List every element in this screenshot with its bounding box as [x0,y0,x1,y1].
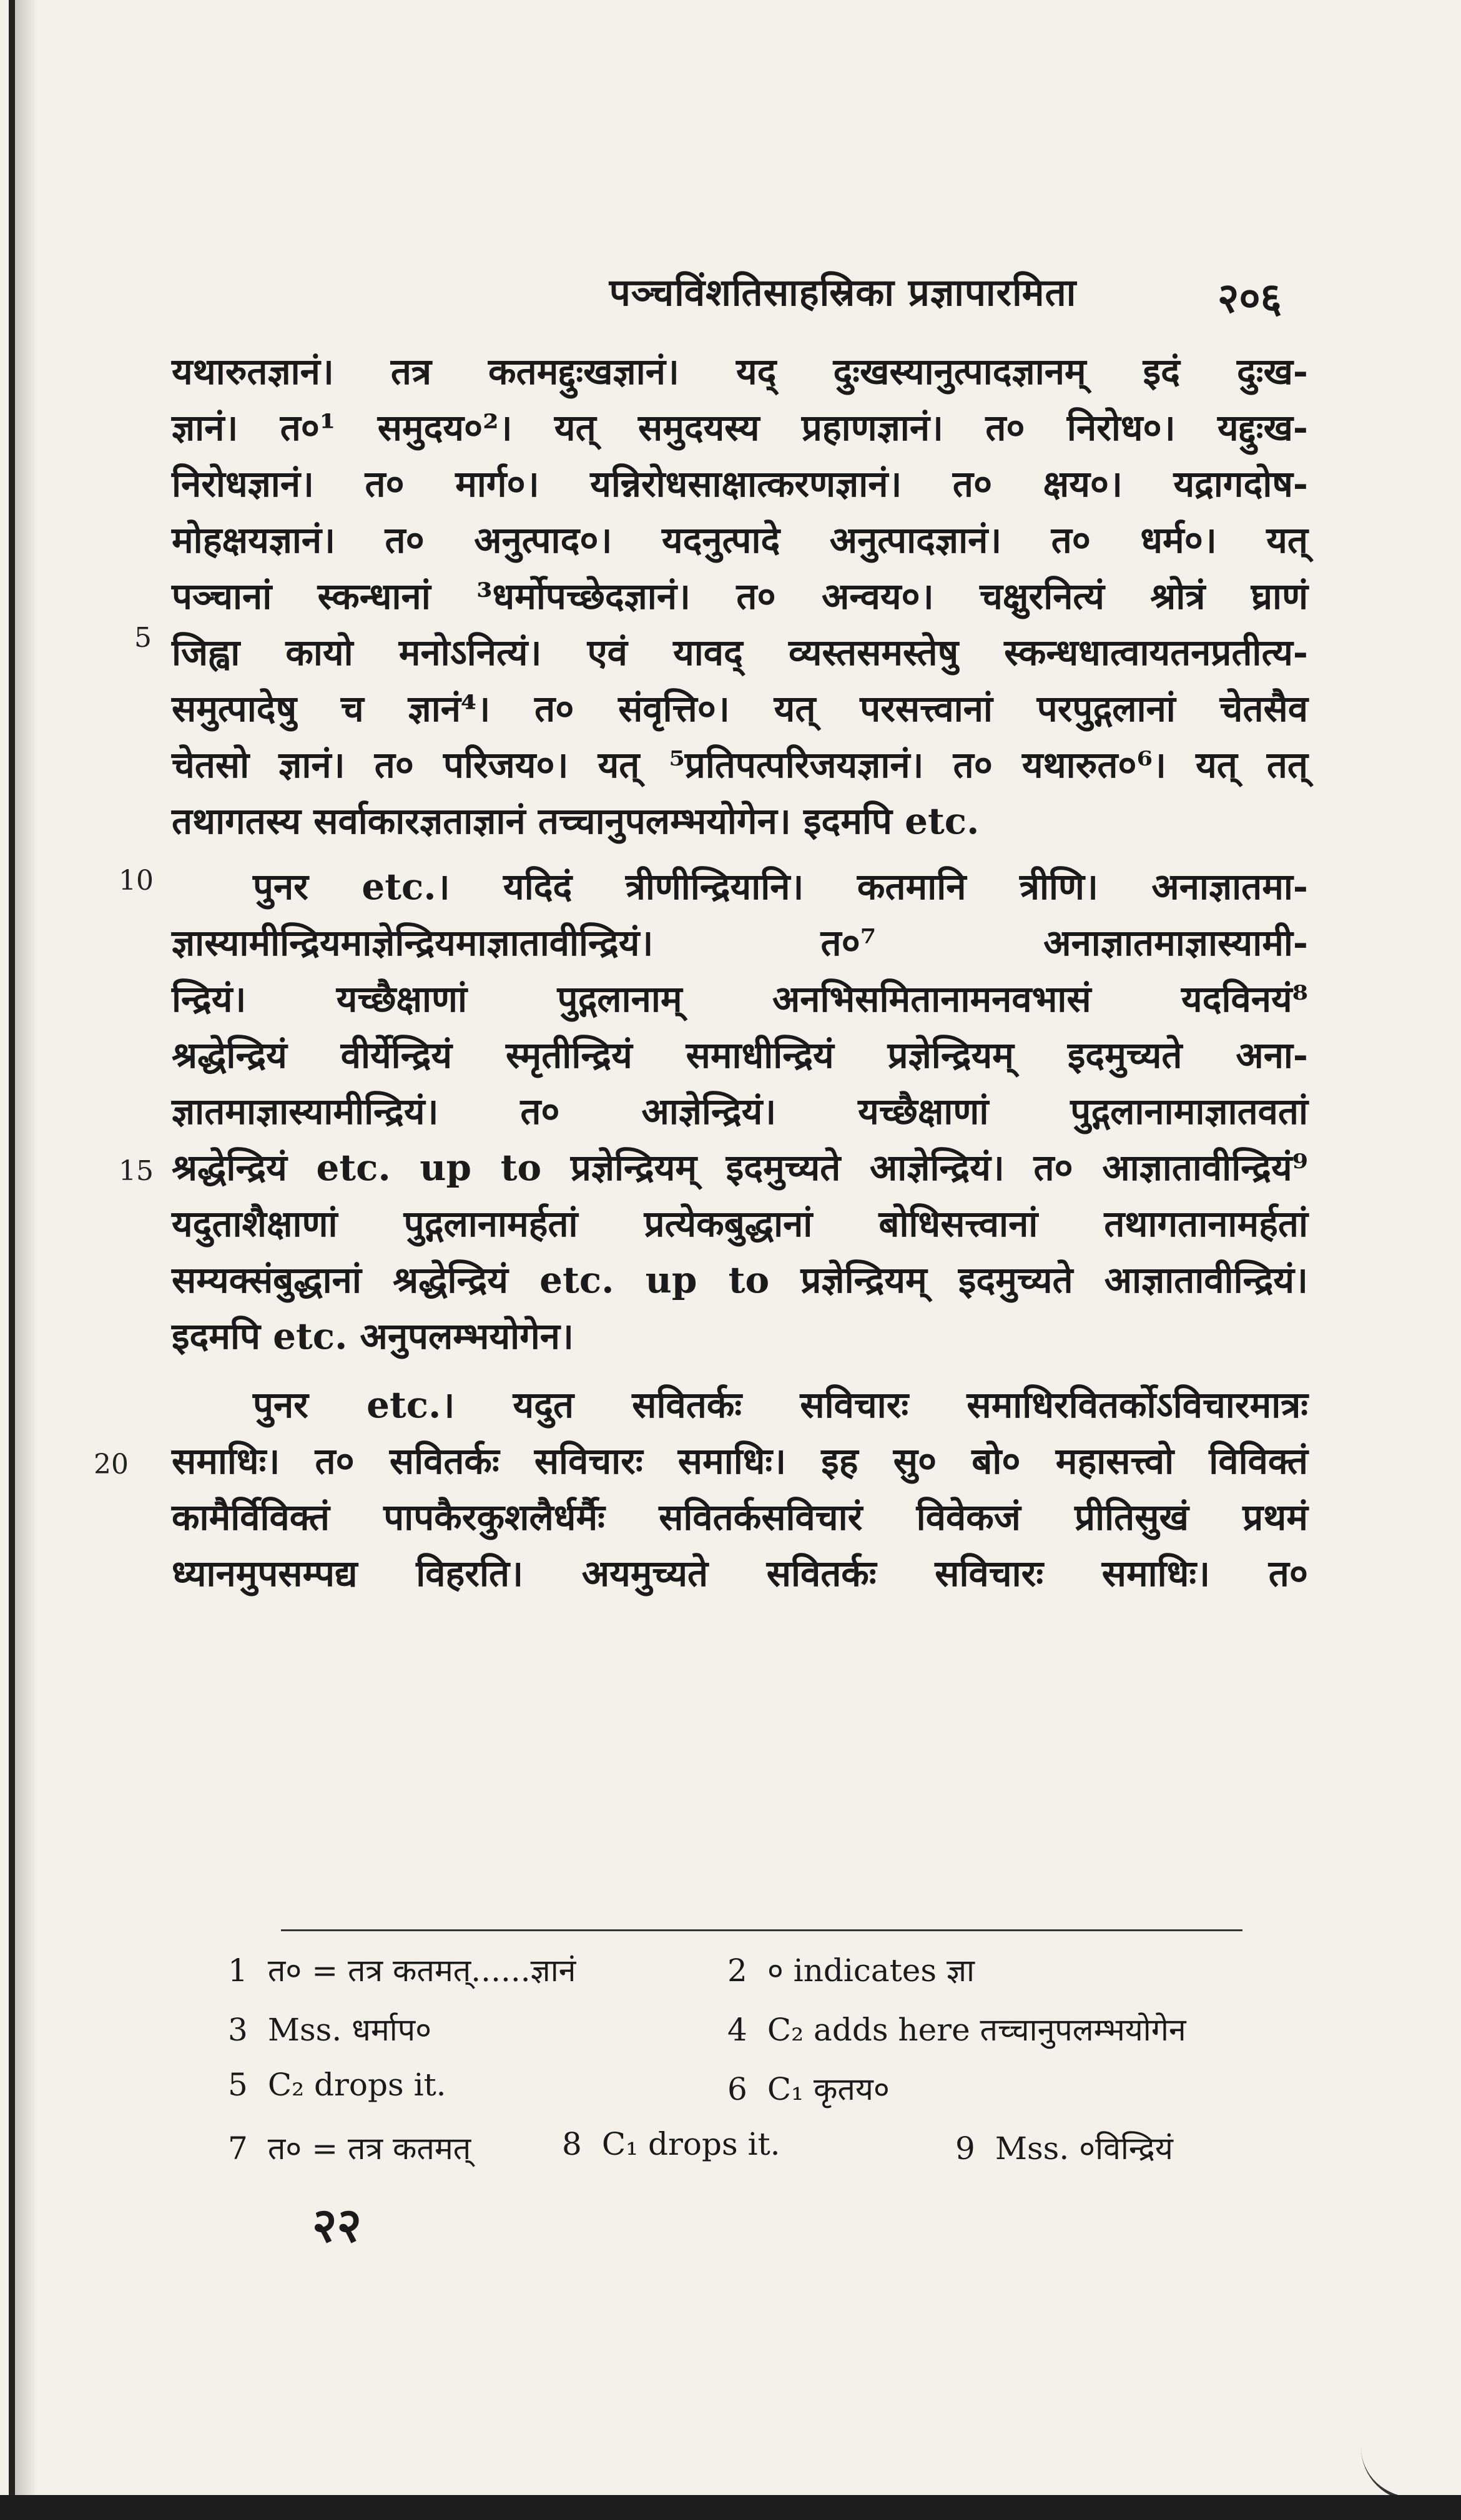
footnote-3-number: 3 [228,2012,248,2048]
line-number-20: 20 [94,1449,129,1480]
text-line-15: श्रद्धेन्द्रियं etc. up to प्रज्ञेन्द्रियम् इदमुच्यते आज्ञेन्द्रियं। त० आज्ञातावीन्द्रियं⁹ [172,1146,1308,1189]
page-number: २०६ [1218,273,1282,322]
spine-shadow [15,0,37,2520]
footnote-8-text: C₁ drops it. [601,2126,780,2162]
footnote-1-text: त० = तत्र कतमत्......ज्ञानं [267,1952,576,1989]
running-header: पञ्चविंशतिसाहस्रिका प्रज्ञापारमिता [609,271,1077,315]
footnote-4-number: 4 [727,2012,747,2048]
text-line-6: जिह्वा कायो मनोऽनित्यं। एवं यावद् व्यस्तसमस्तेषु स्कन्धधात्वायतनप्रतीत्य- [172,631,1308,674]
printer-signature-mark: २२ [312,2197,362,2253]
text-line-4: मोहक्षयज्ञानं। त० अनुत्पाद०। यदनुत्पादे अनुत्पादज्ञानं। त० धर्म०। यत् [172,519,1308,561]
footnote-9-number: 9 [955,2130,975,2167]
text-line-10: पुनर etc.। यदिदं त्रीणीन्द्रियानि। कतमानि त्रीणि। अनाज्ञातमा- [253,865,1308,908]
line-number-10: 10 [119,865,154,897]
text-line-5: पञ्चानां स्कन्धानां ³धर्मोपच्छेदज्ञानं। त० अन्वय०। चक्षुरनित्यं श्रोत्रं घ्राणं [172,575,1308,618]
footnote-2-number: 2 [727,1952,747,1989]
footnote-8-number: 8 [562,2126,582,2162]
book-spine-edge [9,0,15,2520]
footnote-9-text: Mss. ०विन्द्रियं [995,2130,1173,2167]
footnote-8 [562,2126,780,2162]
text-line-18: इदमपि etc. अनुपलम्भयोगेन। [172,1315,574,1357]
text-line-17: सम्यक्संबुद्धानां श्रद्धेन्द्रियं etc. up to प्रज्ञेन्द्रियम् इदमुच्यते आज्ञातावीन्द्रियं। [172,1259,1308,1301]
footnote-4-text: C₂ adds here तच्चानुपलम्भयोगेन [767,2012,1186,2048]
text-line-12: न्द्रियं। यच्छैक्षाणां पुद्गलानाम् अनभिसमितानामनवभासं यदविनयं⁸ [172,978,1308,1020]
text-line-13: श्रद्धेन्द्रियं वीर्येन्द्रियं स्मृतीन्द्रियं समाधीन्द्रियं प्रज्ञेन्द्रियम् इदमुच्यते अना- [172,1034,1308,1076]
text-line-11: ज्ञास्यामीन्द्रियमाज्ञेन्द्रियमाज्ञातावीन्द्रियं। त०⁷ अनाज्ञातमाज्ञास्यामी- [172,922,1308,964]
text-line-14: ज्ञातमाज्ञास्यामीन्द्रियं। त० आज्ञेन्द्रियं। यच्छैक्षाणां पुद्गलानामाज्ञातवतां [172,1090,1308,1133]
text-line-8: चेतसो ज्ञानं। त० परिजय०। यत् ⁵प्रतिपत्परिजयज्ञानं। त० यथारुत०⁶। यत् तत् [172,744,1308,786]
text-line-7: समुत्पादेषु च ज्ञानं⁴। त० संवृत्ति०। यत् परसत्त्वानां परपुद्गलानां चेतसैव [172,687,1308,730]
footnote-9 [955,2126,1173,2168]
footnote-3-text: Mss. धर्माप० [267,2012,432,2048]
footnote-6 [727,2067,890,2109]
footnote-4 [727,2007,1186,2050]
text-line-19: पुनर etc.। यदुत सवितर्कः सविचारः समाधिरवितर्कोऽविचारमात्रः [253,1384,1308,1426]
text-line-2: ज्ञानं। त०¹ समुदय०²। यत् समुदयस्य प्रहाणज्ञानं। त० निरोध०। यद्दुःख- [172,406,1308,449]
footnote-5-number: 5 [228,2067,248,2103]
footnote-5-text: C₂ drops it. [267,2067,446,2103]
text-line-16: यदुताशैक्षाणां पुद्गलानामर्हतां प्रत्येकबुद्धानां बोधिसत्त्वानां तथागतानामर्हतां [172,1203,1308,1245]
footnote-1-number: 1 [228,1952,248,1989]
book-bottom-edge [0,2495,1461,2520]
footnote-rule [281,1929,1242,1931]
line-number-5: 5 [134,622,152,654]
text-line-9: तथागतस्य सर्वाकारज्ञताज्ञानं तच्चानुपलम्भयोगेन। इदमपि etc. [172,800,980,842]
footnote-2-text: ० indicates ज्ञा [767,1952,975,1989]
footnote-7-text: त० = तत्र कतमत् [267,2130,471,2167]
footnote-7 [228,2126,471,2168]
text-line-20: समाधिः। त० सवितर्कः सविचारः समाधिः। इह सु० बो० महासत्त्वो विविक्तं [172,1440,1308,1482]
footnote-5 [228,2067,446,2103]
text-line-1: यथारुतज्ञानं। तत्र कतमद्दुःखज्ञानं। यद् दुःखस्यानुत्पादज्ञानम् इदं दुःख- [172,350,1308,393]
footnote-6-text: C₁ कृतय० [767,2071,890,2107]
footnote-2 [727,1948,975,1991]
footnote-6-number: 6 [727,2071,747,2107]
text-line-3: निरोधज्ञानं। त० मार्ग०। यन्निरोधसाक्षात्करणज्ञानं। त० क्षय०। यद्रागदोष- [172,463,1308,505]
footnote-3 [228,2007,431,2050]
page-curl [1361,2448,1461,2501]
footnote-1 [228,1948,576,1991]
text-line-22: ध्यानमुपसम्पद्य विहरति। अयमुच्यते सवितर्कः सविचारः समाधिः। त० [172,1552,1308,1595]
footnote-7-number: 7 [228,2130,248,2167]
text-line-21: कामैर्विविक्तं पापकैरकुशलैर्धर्मैः सवितर्कसविचारं विवेकजं प्रीतिसुखं प्रथमं [172,1496,1308,1538]
line-number-15: 15 [119,1155,154,1187]
